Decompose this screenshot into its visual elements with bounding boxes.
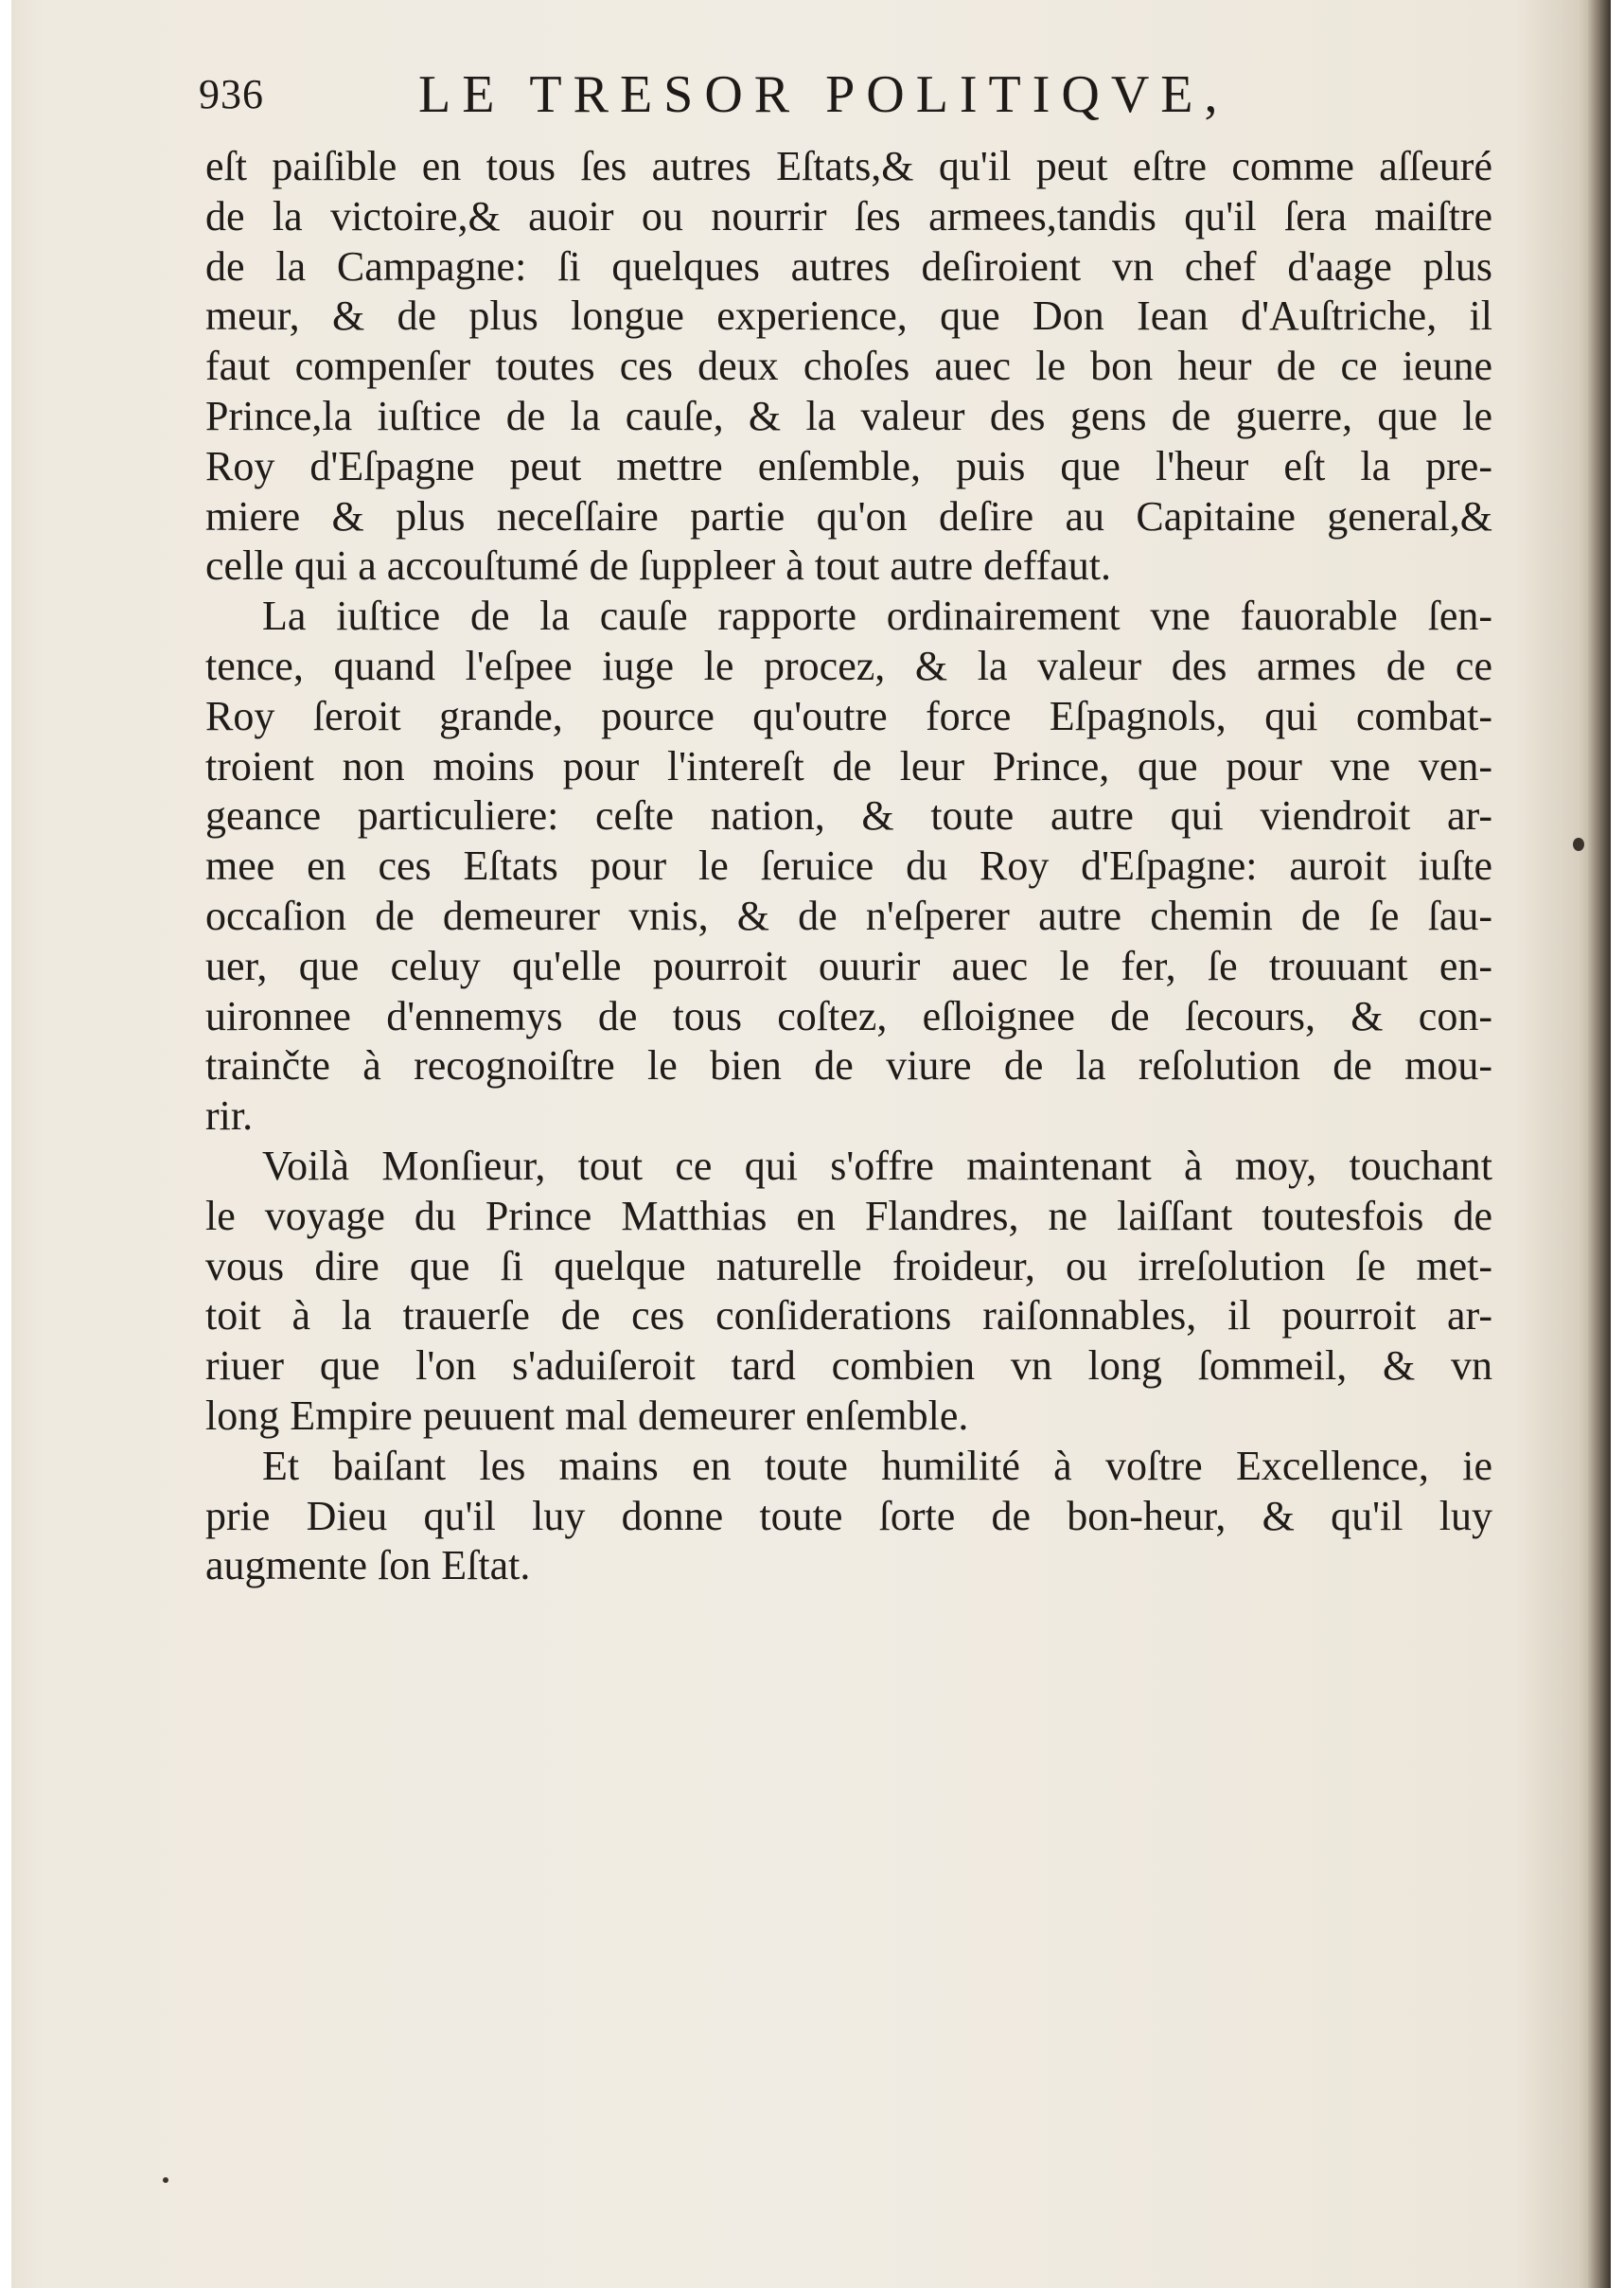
text-line: Et baiſant les mains en toute humilité à voſtre Excellence, ie: [262, 1442, 1492, 1489]
text-line: eſt paiſible en tous ſes autres Eſtats,& qu'il peut eſtre comme aſſeuré: [205, 143, 1492, 189]
text-line: Roy d'Eſpagne peut mettre enſemble, puis que l'heur eſt la pre-: [205, 442, 1492, 489]
text-line: faut compenſer toutes ces deux choſes auec le bon heur de ce ieune: [205, 343, 1492, 390]
text-line: troient non moins pour l'intereſt de leur Prince, que pour vne ven-: [205, 742, 1492, 789]
paragraph: [205, 142, 1492, 592]
paragraph: [205, 592, 1492, 1142]
text-line: La iuſtice de la cauſe rapporte ordinairement vne fauorable ſen-: [262, 593, 1492, 640]
text-line: uironnee d'ennemys de tous coſtez, eſloignee de ſecours, & con-: [205, 992, 1492, 1039]
text-line: long Empire peuuent mal demeurer enſemble.: [205, 1392, 969, 1439]
text-line: riuer que l'on s'aduiſeroit tard combien vn long ſommeil, & vn: [205, 1342, 1492, 1390]
text-line: vous dire que ſi quelque naturelle froideur, ou irreſolution ſe met-: [205, 1242, 1492, 1289]
text-line: uer, que celuy qu'elle pourroit ouurir auec le fer, ſe trouuant en-: [205, 942, 1492, 989]
text-line: tence, quand l'eſpee iuge le procez, & la valeur des armes de ce: [205, 642, 1492, 689]
text-line: rir.: [205, 1092, 254, 1140]
text-line: mee en ces Eſtats pour le ſeruice du Roy d'Eſpagne: auroit iuſte: [205, 842, 1492, 890]
paragraph: [205, 1142, 1492, 1442]
text-line: Roy ſeroit grande, pource qu'outre force Eſpagnols, qui combat-: [205, 692, 1492, 739]
ink-speck: [163, 2177, 168, 2183]
text-line: Voilà Monſieur, tout ce qui s'offre maintenant à moy, touchant: [262, 1142, 1492, 1189]
book-page: [11, 0, 1611, 2288]
paragraph: [205, 1442, 1492, 1591]
text-line: de la Campagne: ſi quelques autres deſiroient vn chef d'aage plus: [205, 242, 1492, 290]
text-line: le voyage du Prince Matthias en Flandres, ne laiſſant toutesfois de: [205, 1192, 1492, 1239]
text-line: occaſion de demeurer vnis, & de n'eſperer autre chemin de ſe ſau-: [205, 892, 1492, 939]
body-text: [205, 142, 1492, 1591]
page-number: 936: [199, 71, 264, 117]
text-line: geance particuliere: ceſte nation, & toute autre qui viendroit ar-: [205, 792, 1492, 840]
text-line: prie Dieu qu'il luy donne toute ſorte de bon-heur, & qu'il luy: [205, 1492, 1492, 1539]
running-head: LE TRESOR POLITIQVE,: [418, 65, 1229, 124]
text-line: toit à la trauerſe de ces conſiderations raiſonnables, il pourroit ar-: [205, 1292, 1492, 1339]
text-line: trainčte à recognoiſtre le bien de viure de la reſolution de mou-: [205, 1042, 1492, 1090]
text-line: celle qui a accouſtumé de ſuppleer à tout autre deffaut.: [205, 542, 1111, 590]
text-line: de la victoire,& auoir ou nourrir ſes armees,tandis qu'il ſera maiſtre: [205, 192, 1492, 239]
page-edge-shadow: [1586, 0, 1611, 2288]
text-line: miere & plus neceſſaire partie qu'on deſire au Capitaine general,&: [205, 492, 1492, 540]
page-header: [191, 59, 1497, 134]
ink-speck: [1573, 838, 1584, 851]
text-line: meur, & de plus longue experience, que Don Iean d'Auſtriche, il: [205, 293, 1492, 340]
text-line: augmente ſon Eſtat.: [205, 1542, 531, 1589]
text-line: Prince,la iuſtice de la cauſe, & la valeur des gens de guerre, que le: [205, 392, 1492, 439]
